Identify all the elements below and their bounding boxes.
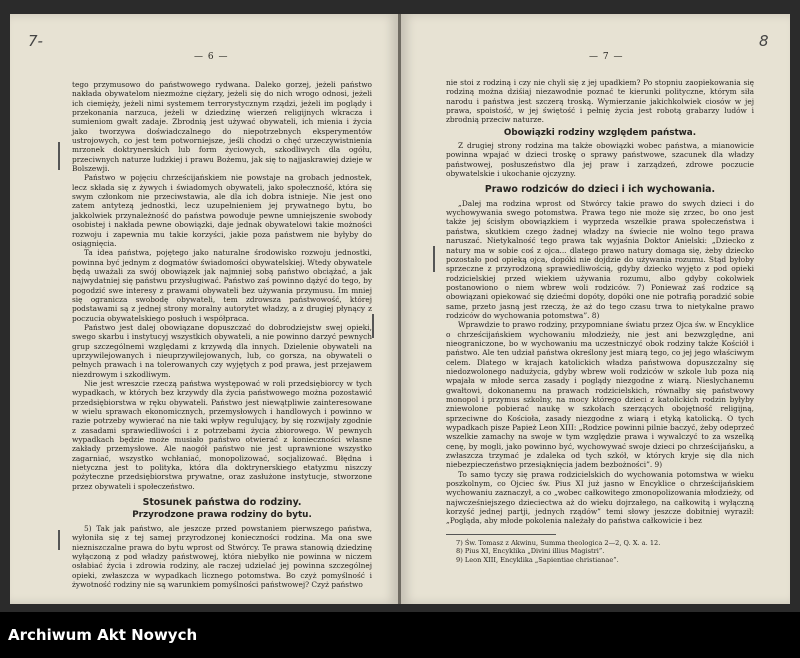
section-heading: Stosunek państwa do rodziny. [142,497,302,509]
page-number: — 6 — [194,52,229,62]
footnote-rule [446,534,556,535]
paragraph: nie stoi z rodziną i czy nie chyli się z jej upadkiem? Po stopniu zaopiekowania się rodziną można dziśiaj niezawodnie poznać te kierunki polityczne, którym siła narodu i państwa jest szczerą troską. Wymierzanie jakichkolwiek ciosów w jej prawa, spoistość, w jej świętość i pełnię życia jest robotą grabarzy ludów i zbrodnią przeciw naturze. [446,78,754,125]
paragraph: Ta idea państwa, pojętego jako naturalne środowisko rozwoju jednostki, powinna być jednym z dogmatów świadomości obywatelskiej. Wtedy obywatele będą uważali za swój obowiązek jak najmniej sobą państwo obciążać, a jak najwydatniej się państwu przysługiwać. Państwo zaś powinno dążyć do tego, by pogodzić swe interesy z prawami obywateli bez używania przymusu. Im mniej się ogranicza swobodę obywateli, tem zdrowsza państwowość, której podstawami są z jednej strony moralny autorytet władzy, a z drugiej płynący z poczucia obywatelskiego posłuch i współpraca. [72,248,372,323]
paragraph: Wprawdzie to prawo rodziny, przypomniane światu przez Ojca św. w Encyklice o chrześcijańskiem wychowaniu młodzieży, nie jest ani bezwzględne, ani nieograniczone, bo w wychowaniu ma uczestniczyć obok rodziny także Kościół i państwo. Ale ten udział państwa określony jest miarą tego, co jej jego właściwym celem. Dlatego w krajach katolickich władza państwowa dopuszczalny się niedozwolonego nadużycia, gdyby wbrew woli rodziców w szkole lub poza nią wpajała w młode serca zasady i poglądy niezgodne z wiarą. Nieslychanemu gwałtowi, dokonanemu na prawach rodzicielskich, równałby się państwowy monopol i przymus szkolny, na mocy którego dzieci z katolickich rodzin byłyby zniewolone pobierać naukę w szkołach szerzących obojętność religijną, sprzeciwne do Kościoła, zasady niezgodne z wiarą i etyką katolicką. O tych wypadkach pisze Papież Leon XIII: „Rodzice powinni pilnie baczyć, żeby odeprzeć wszelkie zamachy na swoje w tym względzie prawa i wywalczyć to za wszelką cenę, by mogli, jako powinno być, wychowywać swoje dzieci po chrześcijańsku, a zwłaszcza trzymać je zdaleka od tych szkół, w których kryje się dla nich niebezpieczeństwo przesiąknięcia jadem bezbożności”. 9) [446,320,754,470]
handwritten-page-number: 8 [759,32,769,50]
footnote: 8) Pius XI, Encyklika „Divini illius Magistri”. [456,547,605,556]
handwritten-page-number: 7- [28,32,43,50]
footnote: 9) Leon XIII, Encyklika „Sapientiae christianae”. [456,556,619,564]
paragraph: Z drugiej strony rodzina ma także obowiązki wobec państwa, a mianowicie powinna wpajać w dzieci troskę o sprawy państwowe, szacunek dla władzy państwowej, posłuszeństwo dla jej praw i zarządzeń, zdrowe poczucie obywatelskie i ukochanie ojczyzny. [446,141,754,179]
page-number: — 7 — [589,52,624,62]
section-heading: Obowiązki rodziny względem państwa. [503,127,697,138]
margin-mark [58,530,60,550]
subsection-heading: Przyrodzone prawa rodziny do bytu. [132,510,312,521]
paragraph: 5) Tak jak państwo, ale jeszcze przed powstaniem pierwszego państwa, wyłoniła się z tej samej przyrodzonej konieczności rodzina. Ma ona swe niezniszczalne prawa do bytu wprost od Stwórcy. Te prawa stanowią dziedzinę wyłączoną z pod władzy państwowej, która niebyłko nie powinna w niczem osłabiać życia i zdrowia rodziny, ale raczej udzielać jej powinna szczególnej opieki, zwłaszcza w wypadkach licznego potomstwa. Bo czyż pomyślność i żywotność rodziny nie są warunkiem pomyślności państwowej? Czyż państwo [72,523,372,589]
paragraph: tego przymusowo do państwowego rydwana. Daleko gorzej, jeżeli państwo nakłada obywatelom niezmożne ciężary, jeżeli się do nich wrogo odnosi, jeżeli ich ciemięży, jeżeli nimi systemem terrorystycznym rządzi, jeżeli im poglądy i przekonania narzuca, jeżeli w dziedzinę wierzeń religijnych wkracza i sumieniom gwałt zadaje. Zbrodnią jest używać obywateli, ich mienia i życia jako tworzywa doświadczalnego do niepotrzebnych eksperymentów ustrojowych, co jest tem potworniejsze, jeśli chodzi o chęć urzeczywistnienia mrzonek doktrynerskich lub form życiowych, szkodliwych dla ogółu, przeciwnych naturze ludzkiej i prawu Bożemu, jak się to najjaskrawiej dzieje w Bolszewji. [72,80,372,174]
margin-mark [433,246,435,272]
right-page [401,14,790,604]
archive-footer [0,612,800,658]
right-text-column [446,78,754,565]
paragraph: Państwo jest dalej obowiązane dopuszczać do dobrodziejstw swej opieki, swego skarbu i instytucyj wszystkich obywateli, a nie powinno darzyć pewnych grup szczególnemi względami z krzywdą dla innych. Dzielenie obywateli na uprzywilejowanych i nieuprzywilejowanych, lub, co gorsza, na obywateli o pełnych prawach i na tolerowanych czy wyjętych z pod prawa, jest przejawem niezdrowym i szkodliwym. [72,322,372,379]
margin-mark [372,314,374,338]
left-page [10,14,398,604]
paragraph: „Dalej ma rodzina wprost od Stwórcy takie prawo do swych dzieci i do wychowywania swego potomstwa. Prawa tego nie może się zrzec, bo ono jest także jej ścisłym obowiązkiem i wyprzeda wszelkie prawa społeczeństwa i państwa, skutkiem czego żadnej władzy na świecie nie wolno tego prawa naruszać. Nietykalność tego prawa tak wyjaśnia Doktor Anielski: „Dziecko z natury ma w sobie coś z ojca... dlatego prawo natury domaga się, żeby dziecko pozostało pod opieką ojca, dopóki nie dojdzie do używania rozumu. Stąd byłoby sprzeczne z przyrodzoną sprawiedliwością, gdyby dziecko wyjęto z pod opieki rodzicielskiej przed wiekiem używania rozumu, albo gdyby cokolwiek postanowiono o niem wbrew woli rodziców. 7) Ponieważ zaś rodzice są obowiązani opiekować się dziećmi dopóty, dopóki one nie potrafią poradzić sobie same, przeto jasną jest rzeczą, że aż do tego czasu trwa to nietykalne prawo rodziców do wychowania potomstwa”. 8) [446,198,754,320]
footnote: 7) Św. Tomasz z Akwinu, Summa theologica 2—2, Q. X. a. 12. [456,538,661,547]
section-heading: Prawo rodziców do dzieci i ich wychowania. [484,184,716,196]
paragraph: To samo tyczy się prawa rodzicielskich do wychowania potomstwa w wieku poszkolnym, co Ojciec św. Pius XI już jasno w Encyklice o chrześcijańskiem wychowaniu zaznaczył, a co „wobec całkowitego zmonopolizowania młodzieży, od najwcześniejszego dzieciectwa aż do wieku dojrzałego, na całkowitą i wyłączną korzyść jednej partji, jednych rządów” temi słowy jeszcze dobitniej wyraził: „Pogląda, aby młode pokolenia należały do państwa całkowicie i bez [446,469,754,526]
archive-label: Archiwum Akt Nowych [8,626,198,644]
paragraph: Nie jest wreszcie rzeczą państwa występować w roli przedsiębiorcy w tych wypadkach, w których bez krzywdy dla życia państwowego można pozostawić przedsiębiorstwa w ręku obywateli. Państwo jest niewątpliwie zainteresowane w wielu sprawach ekonomicznych, przemysłowych i handlowych i powinno w razie potrzeby wywierać na nie taki wpływ regulujący, by się rozwijały zgodnie z zasadami sprawiedliwości i z potrzebami życia zbiorowego. W pewnych wypadkach będzie może musiało państwo otwierać z konieczności własne zakłady przemysłowe. Ale naogół państwo nie jest uprawnione wszystko zagarniać, wszystko wchłaniać, monopolizować, socjalizować. Błędna i nietyczna jest to polityka, która dla doktrynerskiego etatyzmu niszczy pożyteczne przedsiębiorstwa prywatne, oraz zasłużone instytucje, stworzone przez obywateli i społeczeństwo. [72,379,372,491]
left-text-column [72,80,372,589]
margin-mark [58,142,60,170]
paragraph: Państwo w pojęciu chrześcijańskiem nie powstaje na grobach jednostek, lecz składa się z żywych i świadomych obywateli, jako społeczność, która się swym członkom nie przeciwstawia, ale dla ich dobra istnieje. Nie jest ono zatem antytezą jednostki, lecz uzupełnieniem jej prywatnego bytu, bo jakkolwiek przynależność do państwa powoduje pewne umniejszenie swobody osobistej i nakłada pewne obowiązki, daje jednak obywatelowi takie możności rozwoju i zapewnia mu takie korzyści, jakie poza państwem nie byłyby do osiągnięcia. [72,173,372,248]
